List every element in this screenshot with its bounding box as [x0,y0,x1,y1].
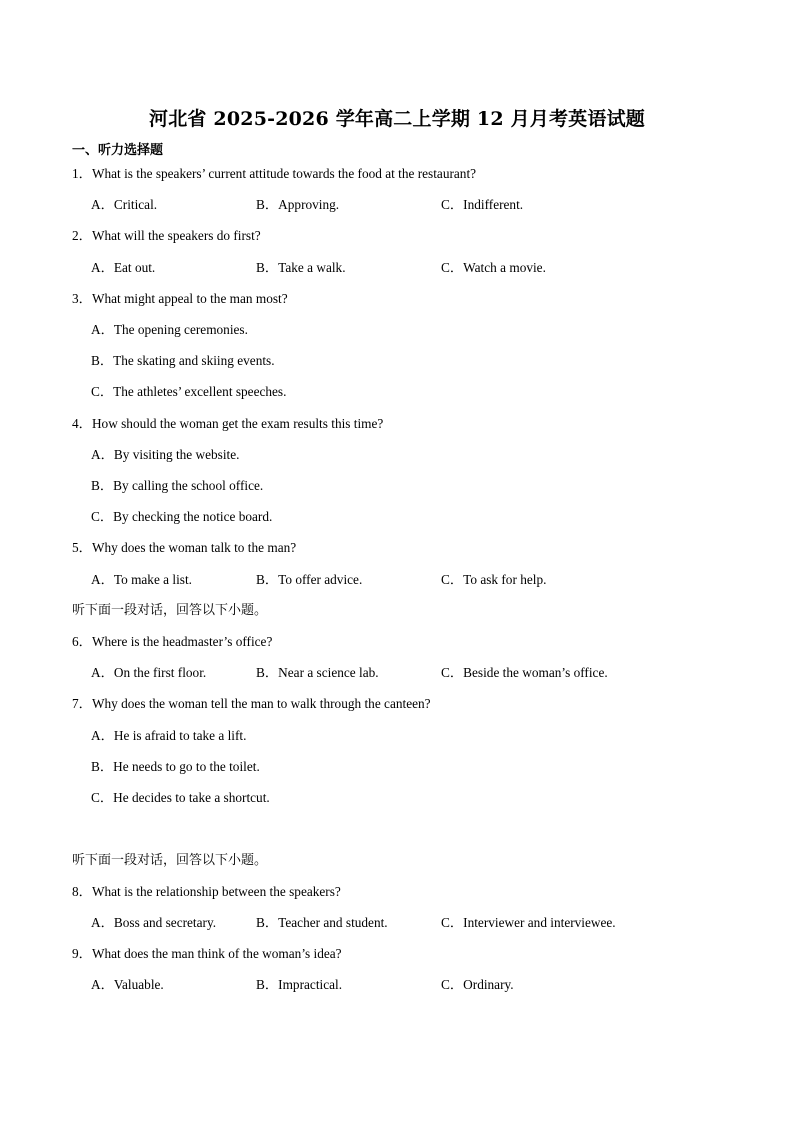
option-8c: C．Interviewer and interviewee. [441,915,616,930]
option-6a: A．On the first floor. [91,665,207,680]
dialogue-note-2: 听下面一段对话，回答以下小题。 [72,853,268,868]
option-2b: B．Take a walk. [256,260,346,275]
question-1: 1．What is the speakers’ current attitude towards the food at the restaurant? [72,166,477,181]
options-row-2 [0,260,794,276]
question-2: 2．What will the speakers do first? [72,228,261,243]
question-7: 7．Why does the woman tell the man to walk through the canteen? [72,696,431,711]
option-3b: B．The skating and skiing events. [91,353,275,368]
option-1c: C．Indifferent. [441,197,524,212]
option-4c: C．By checking the notice board. [91,509,273,524]
option-2a: A．Eat out. [91,260,156,275]
option-5c: C．To ask for help. [441,572,547,587]
option-6c: C．Beside the woman’s office. [441,665,608,680]
option-6b: B．Near a science lab. [256,665,379,680]
option-2c: C．Watch a movie. [441,260,546,275]
question-4: 4．How should the woman get the exam results this time? [72,416,384,431]
question-6: 6．Where is the headmaster’s office? [72,634,273,649]
question-8: 8．What is the relationship between the speakers? [72,884,341,899]
option-4a: A．By visiting the website. [91,447,240,462]
option-7b: B．He needs to go to the toilet. [91,759,260,774]
option-3c: C．The athletes’ excellent speeches. [91,384,287,399]
option-9a: A．Valuable. [91,977,164,992]
page-title: 河北省 2025-2026 学年高二上学期 12 月月考英语试题 [149,108,645,130]
option-5a: A．To make a list. [91,572,192,587]
option-7c: C．He decides to take a shortcut. [91,790,270,805]
question-5: 5．Why does the woman talk to the man? [72,540,297,555]
question-9: 9．What does the man think of the woman’s idea? [72,946,342,961]
option-8b: B．Teacher and student. [256,915,388,930]
section-heading: 一、听力选择题 [72,143,164,158]
option-5b: B．To offer advice. [256,572,363,587]
option-1a: A．Critical. [91,197,158,212]
question-3: 3．What might appeal to the man most? [72,291,288,306]
option-3a: A．The opening ceremonies. [91,322,248,337]
options-row-9 [0,977,794,993]
option-9c: C．Ordinary. [441,977,514,992]
options-row-1 [0,197,794,213]
option-1b: B．Approving. [256,197,340,212]
option-9b: B．Impractical. [256,977,343,992]
options-row-5 [0,572,794,588]
option-4b: B．By calling the school office. [91,478,264,493]
dialogue-note-1: 听下面一段对话，回答以下小题。 [72,603,268,618]
options-row-8 [0,915,794,931]
options-row-6 [0,665,794,681]
option-7a: A．He is afraid to take a lift. [91,728,247,743]
option-8a: A．Boss and secretary. [91,915,217,930]
